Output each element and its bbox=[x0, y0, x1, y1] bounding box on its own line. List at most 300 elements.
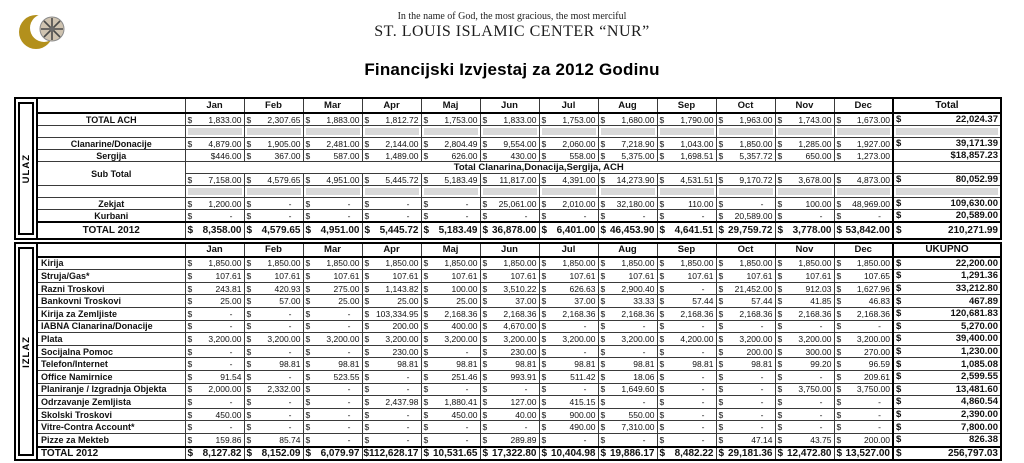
amount-row bbox=[422, 346, 480, 358]
amount: - bbox=[760, 198, 764, 209]
amount-row bbox=[422, 210, 480, 221]
empty-gray-cell bbox=[834, 126, 893, 138]
dollar-sign: $ bbox=[305, 150, 311, 161]
row-label: Telefon/Internet bbox=[37, 358, 185, 371]
money-cell bbox=[480, 307, 539, 320]
amount-row bbox=[245, 448, 303, 460]
month-header: Feb bbox=[244, 243, 303, 257]
amount: 57.44 bbox=[751, 296, 773, 307]
dollar-sign: $ bbox=[541, 384, 547, 395]
amount: 3,750.00 bbox=[798, 384, 832, 395]
amount: 467.89 bbox=[968, 295, 998, 307]
amount: 5,375.00 bbox=[621, 150, 655, 161]
money-cell bbox=[775, 198, 834, 210]
amount: 3,200.00 bbox=[326, 333, 360, 344]
amount: 2,144.00 bbox=[385, 138, 419, 149]
amount-row bbox=[481, 308, 539, 320]
row-label: Razni Troskovi bbox=[37, 282, 185, 295]
amount-row bbox=[422, 409, 480, 421]
dollar-sign: $ bbox=[482, 321, 488, 332]
dollar-sign: $ bbox=[423, 138, 429, 149]
amount-row bbox=[245, 210, 303, 221]
money-cell bbox=[421, 113, 480, 126]
total-cell bbox=[893, 174, 1001, 186]
money-cell bbox=[421, 174, 480, 186]
amount: 1,850.00 bbox=[856, 258, 890, 269]
dollar-sign: $ bbox=[246, 371, 252, 382]
side-label: ULAZ bbox=[20, 153, 32, 184]
dollar-sign: $ bbox=[187, 308, 193, 319]
dollar-sign: $ bbox=[423, 434, 429, 445]
money-cell bbox=[480, 358, 539, 371]
amount: 1,850.00 bbox=[503, 258, 537, 269]
dollar-sign: $ bbox=[482, 150, 488, 161]
money-cell bbox=[421, 198, 480, 210]
amount-row bbox=[363, 223, 421, 238]
dollar-sign: $ bbox=[246, 333, 252, 344]
amount-row bbox=[599, 409, 657, 421]
dollar-sign: $ bbox=[896, 371, 902, 383]
row-label: Plata bbox=[37, 333, 185, 346]
amount-row bbox=[540, 409, 598, 421]
amount-row bbox=[481, 321, 539, 333]
amount-row bbox=[422, 270, 480, 282]
dollar-sign: $ bbox=[836, 422, 842, 433]
money-cell bbox=[539, 270, 598, 283]
money-cell bbox=[657, 421, 716, 434]
money-cell bbox=[657, 345, 716, 358]
empty-gray-cell bbox=[598, 126, 657, 138]
amount-row bbox=[658, 321, 716, 333]
amount-row bbox=[304, 396, 362, 408]
empty-gray-cell bbox=[716, 126, 775, 138]
amount: 1,833.00 bbox=[208, 114, 242, 125]
amount: 32,180.00 bbox=[616, 198, 655, 209]
amount-row bbox=[481, 150, 539, 161]
amount-row bbox=[422, 434, 480, 446]
amount: 5,445.72 bbox=[379, 225, 419, 236]
amount-row bbox=[540, 210, 598, 221]
row-label: Office Namirnice bbox=[37, 370, 185, 383]
dollar-sign: $ bbox=[305, 447, 312, 459]
amount-row bbox=[776, 295, 834, 307]
amount-row bbox=[599, 114, 657, 125]
amount: - bbox=[406, 198, 410, 209]
amount-row bbox=[776, 371, 834, 383]
money-cell bbox=[362, 113, 421, 126]
money-cell bbox=[303, 408, 362, 421]
amount: 523.55 bbox=[333, 371, 360, 382]
money-cell bbox=[834, 113, 893, 126]
money-cell bbox=[185, 307, 244, 320]
dollar-sign: $ bbox=[718, 210, 724, 221]
dollar-sign: $ bbox=[541, 114, 547, 125]
money-cell bbox=[185, 198, 244, 210]
money-cell bbox=[539, 295, 598, 308]
amount-row bbox=[599, 321, 657, 333]
amount-row bbox=[363, 346, 421, 358]
empty-gray-cell bbox=[775, 186, 834, 198]
amount: 1,850.00 bbox=[680, 258, 714, 269]
money-cell bbox=[834, 174, 893, 186]
money-cell bbox=[421, 396, 480, 409]
amount: 8,152.09 bbox=[261, 447, 301, 459]
dollar-sign: $ bbox=[187, 333, 193, 344]
dollar-sign: $ bbox=[659, 308, 665, 319]
row-label: Socijalna Pomoc bbox=[37, 345, 185, 358]
amount-row bbox=[422, 396, 480, 408]
amount-row bbox=[481, 384, 539, 396]
money-cell bbox=[244, 174, 303, 186]
amount-row bbox=[894, 346, 1000, 358]
money-cell bbox=[716, 333, 775, 346]
amount-row bbox=[776, 270, 834, 282]
dollar-sign: $ bbox=[482, 210, 488, 221]
dollar-sign: $ bbox=[777, 150, 783, 161]
dollar-sign: $ bbox=[423, 283, 429, 294]
amount-row bbox=[599, 358, 657, 370]
dollar-sign: $ bbox=[541, 422, 547, 433]
amount-row bbox=[776, 409, 834, 421]
dollar-sign: $ bbox=[600, 150, 606, 161]
row-label bbox=[37, 126, 185, 138]
empty-gray-cell bbox=[834, 186, 893, 198]
amount-row bbox=[599, 333, 657, 345]
amount: 98.81 bbox=[633, 359, 655, 370]
dollar-sign: $ bbox=[718, 409, 724, 420]
dollar-sign: $ bbox=[305, 396, 311, 407]
dollar-sign: $ bbox=[482, 371, 488, 382]
money-cell bbox=[244, 383, 303, 396]
dollar-sign: $ bbox=[423, 333, 429, 344]
money-cell bbox=[362, 295, 421, 308]
amount-row bbox=[245, 174, 303, 185]
total-column-header: Total bbox=[893, 98, 1001, 113]
money-cell bbox=[480, 198, 539, 210]
amount-row bbox=[894, 210, 1000, 221]
money-cell bbox=[834, 320, 893, 333]
money-cell bbox=[834, 270, 893, 283]
dollar-sign: $ bbox=[364, 371, 370, 382]
dollar-sign: $ bbox=[836, 198, 842, 209]
money-cell bbox=[539, 358, 598, 371]
amount: - bbox=[642, 346, 646, 357]
money-cell bbox=[421, 333, 480, 346]
amount-row bbox=[422, 358, 480, 370]
money-cell bbox=[657, 222, 716, 239]
money-cell bbox=[775, 282, 834, 295]
money-cell bbox=[421, 270, 480, 283]
amount-row bbox=[363, 114, 421, 125]
dollar-sign: $ bbox=[187, 138, 193, 149]
amount-row bbox=[422, 258, 480, 270]
amount: 6,401.00 bbox=[556, 225, 596, 236]
dollar-sign: $ bbox=[187, 283, 193, 294]
amount-row bbox=[776, 321, 834, 333]
dollar-sign: $ bbox=[423, 359, 429, 370]
dollar-sign: $ bbox=[482, 225, 489, 236]
amount: 13,481.60 bbox=[955, 383, 998, 395]
amount-row bbox=[186, 270, 244, 282]
amount: $112,628.17 bbox=[363, 447, 419, 459]
table-row bbox=[15, 345, 1001, 358]
money-cell bbox=[185, 447, 244, 461]
money-cell bbox=[303, 257, 362, 270]
amount-row bbox=[717, 210, 775, 221]
money-cell bbox=[834, 383, 893, 396]
money-cell bbox=[185, 150, 244, 162]
amount-row bbox=[776, 333, 834, 345]
amount: - bbox=[819, 371, 823, 382]
dollar-sign: $ bbox=[364, 346, 370, 357]
money-cell bbox=[598, 295, 657, 308]
amount: 2,000.00 bbox=[208, 384, 242, 395]
amount-row bbox=[245, 283, 303, 295]
money-cell bbox=[716, 408, 775, 421]
dollar-sign: $ bbox=[246, 258, 252, 269]
amount-row bbox=[717, 434, 775, 446]
amount: 37.00 bbox=[515, 296, 537, 307]
total-cell bbox=[893, 433, 1001, 446]
money-cell bbox=[244, 370, 303, 383]
dollar-sign: $ bbox=[423, 210, 429, 221]
amount: 1,850.00 bbox=[326, 258, 360, 269]
dollar-sign: $ bbox=[718, 371, 724, 382]
money-cell bbox=[480, 333, 539, 346]
amount-row bbox=[245, 371, 303, 383]
money-cell bbox=[716, 257, 775, 270]
amount-row bbox=[481, 283, 539, 295]
amount: 3,200.00 bbox=[621, 333, 655, 344]
amount-row bbox=[422, 198, 480, 209]
total-cell bbox=[893, 270, 1001, 283]
amount: 490.00 bbox=[569, 422, 596, 433]
amount: 511.42 bbox=[570, 371, 596, 382]
amount-row bbox=[186, 409, 244, 421]
amount: 107.65 bbox=[864, 270, 890, 281]
dollar-sign: $ bbox=[187, 198, 193, 209]
table-row bbox=[15, 186, 1001, 198]
amount: - bbox=[406, 422, 410, 433]
dollar-sign: $ bbox=[600, 114, 606, 125]
dollar-sign: $ bbox=[541, 150, 547, 161]
amount-row bbox=[894, 174, 1000, 185]
amount-row bbox=[717, 409, 775, 421]
money-cell bbox=[716, 358, 775, 371]
money-cell bbox=[362, 270, 421, 283]
dollar-sign: $ bbox=[600, 384, 606, 395]
amount-row bbox=[304, 308, 362, 320]
dollar-sign: $ bbox=[896, 383, 902, 395]
amount-row bbox=[894, 283, 1000, 295]
dollar-sign: $ bbox=[482, 138, 488, 149]
row-label: Skolski Troskovi bbox=[37, 408, 185, 421]
amount-row bbox=[835, 223, 893, 238]
money-cell bbox=[539, 282, 598, 295]
dollar-sign: $ bbox=[305, 296, 311, 307]
money-cell bbox=[480, 113, 539, 126]
amount-row bbox=[363, 150, 421, 161]
amount: 98.81 bbox=[338, 359, 360, 370]
money-cell bbox=[716, 282, 775, 295]
money-cell bbox=[244, 345, 303, 358]
amount-row bbox=[422, 150, 480, 161]
amount: 4,860.54 bbox=[961, 396, 998, 408]
money-cell bbox=[244, 408, 303, 421]
dollar-sign: $ bbox=[305, 308, 311, 319]
empty-gray-cell bbox=[303, 126, 362, 138]
amount: 107.61 bbox=[805, 270, 832, 281]
amount: 39,400.00 bbox=[955, 333, 998, 345]
amount: 2,804.49 bbox=[444, 138, 478, 149]
money-cell bbox=[244, 210, 303, 223]
dollar-sign: $ bbox=[541, 333, 547, 344]
money-cell bbox=[716, 150, 775, 162]
money-cell bbox=[539, 320, 598, 333]
month-header: Sep bbox=[657, 98, 716, 113]
amount: 107.61 bbox=[569, 270, 596, 281]
money-cell bbox=[834, 138, 893, 150]
izlaz-expense-table bbox=[14, 242, 1002, 461]
amount: - bbox=[347, 409, 351, 420]
amount-row bbox=[717, 198, 775, 209]
amount-row bbox=[835, 396, 893, 408]
amount-row bbox=[422, 384, 480, 396]
dollar-sign: $ bbox=[600, 225, 607, 236]
amount-row bbox=[894, 258, 1000, 270]
empty-gray-cell bbox=[539, 186, 598, 198]
dollar-sign: $ bbox=[896, 358, 902, 370]
amount-row bbox=[835, 421, 893, 433]
amount-row bbox=[540, 198, 598, 209]
money-cell bbox=[775, 113, 834, 126]
dollar-sign: $ bbox=[600, 422, 606, 433]
amount-row bbox=[894, 371, 1000, 383]
dollar-sign: $ bbox=[600, 359, 606, 370]
month-header: Feb bbox=[244, 98, 303, 113]
dollar-sign: $ bbox=[364, 225, 371, 236]
dollar-sign: $ bbox=[482, 333, 488, 344]
money-cell bbox=[421, 421, 480, 434]
money-cell bbox=[539, 396, 598, 409]
amount-row bbox=[363, 210, 421, 221]
empty-gray-cell bbox=[185, 186, 244, 198]
dollar-sign: $ bbox=[896, 409, 902, 421]
dollar-sign: $ bbox=[600, 371, 606, 382]
amount: 367.00 bbox=[274, 150, 301, 161]
money-cell bbox=[598, 447, 657, 461]
money-cell bbox=[303, 113, 362, 126]
amount: 400.00 bbox=[451, 321, 478, 332]
dollar-sign: $ bbox=[305, 210, 311, 221]
amount-row bbox=[481, 421, 539, 433]
amount: 900.00 bbox=[569, 409, 596, 420]
money-cell bbox=[244, 320, 303, 333]
amount-row bbox=[717, 223, 775, 238]
amount-row bbox=[481, 409, 539, 421]
dollar-sign: $ bbox=[423, 174, 429, 185]
amount-row bbox=[835, 150, 893, 161]
amount-row bbox=[245, 258, 303, 270]
dollar-sign: $ bbox=[187, 434, 193, 445]
amount: $18,857.23 bbox=[950, 150, 998, 161]
money-cell bbox=[775, 320, 834, 333]
dollar-sign: $ bbox=[482, 308, 488, 319]
amount: 7,800.00 bbox=[961, 421, 998, 433]
dollar-sign: $ bbox=[364, 333, 370, 344]
money-cell bbox=[716, 370, 775, 383]
total-cell bbox=[893, 282, 1001, 295]
empty-gray-cell bbox=[893, 126, 1001, 138]
amount-row bbox=[776, 138, 834, 149]
dollar-sign: $ bbox=[541, 308, 547, 319]
dollar-sign: $ bbox=[187, 409, 193, 420]
amount: - bbox=[642, 434, 646, 445]
amount: 8,358.00 bbox=[202, 225, 242, 236]
amount: - bbox=[229, 321, 233, 332]
money-cell bbox=[539, 408, 598, 421]
amount-row bbox=[835, 210, 893, 221]
amount: 2,168.36 bbox=[680, 308, 714, 319]
table-row bbox=[15, 396, 1001, 409]
money-cell bbox=[598, 358, 657, 371]
money-cell bbox=[775, 150, 834, 162]
amount-row bbox=[658, 114, 716, 125]
amount-row bbox=[894, 396, 1000, 408]
dollar-sign: $ bbox=[836, 296, 842, 307]
amount: 587.00 bbox=[333, 150, 360, 161]
amount: 2,168.36 bbox=[621, 308, 655, 319]
dollar-sign: $ bbox=[246, 174, 252, 185]
amount-row bbox=[422, 421, 480, 433]
money-cell bbox=[362, 333, 421, 346]
amount: 1,880.41 bbox=[444, 396, 478, 407]
amount: 3,200.00 bbox=[208, 333, 242, 344]
amount: - bbox=[288, 198, 292, 209]
empty-gray-cell bbox=[421, 186, 480, 198]
total-cell bbox=[893, 333, 1001, 346]
money-cell bbox=[362, 320, 421, 333]
amount-row bbox=[363, 421, 421, 433]
amount: - bbox=[760, 409, 764, 420]
amount-row bbox=[186, 138, 244, 149]
amount: 98.81 bbox=[397, 359, 419, 370]
amount: 127.00 bbox=[510, 396, 537, 407]
money-cell bbox=[539, 210, 598, 223]
organization-name: ST. LOUIS ISLAMIC CENTER “NUR” bbox=[374, 23, 650, 40]
amount-row bbox=[186, 308, 244, 320]
amount-row bbox=[835, 258, 893, 270]
amount: 826.38 bbox=[968, 434, 998, 446]
amount: - bbox=[701, 321, 705, 332]
amount-row bbox=[245, 198, 303, 209]
side-label-box bbox=[18, 247, 34, 456]
amount: - bbox=[524, 422, 528, 433]
dollar-sign: $ bbox=[777, 258, 783, 269]
amount: 100.00 bbox=[451, 283, 478, 294]
amount: 1,753.00 bbox=[562, 114, 596, 125]
amount-row bbox=[835, 384, 893, 396]
money-cell bbox=[421, 295, 480, 308]
money-cell bbox=[480, 295, 539, 308]
money-cell bbox=[362, 138, 421, 150]
total-cell bbox=[893, 345, 1001, 358]
amount: 1,927.00 bbox=[856, 138, 890, 149]
amount: 20,589.00 bbox=[955, 210, 998, 221]
amount-row bbox=[599, 150, 657, 161]
empty-gray-cell bbox=[421, 126, 480, 138]
money-cell bbox=[244, 307, 303, 320]
